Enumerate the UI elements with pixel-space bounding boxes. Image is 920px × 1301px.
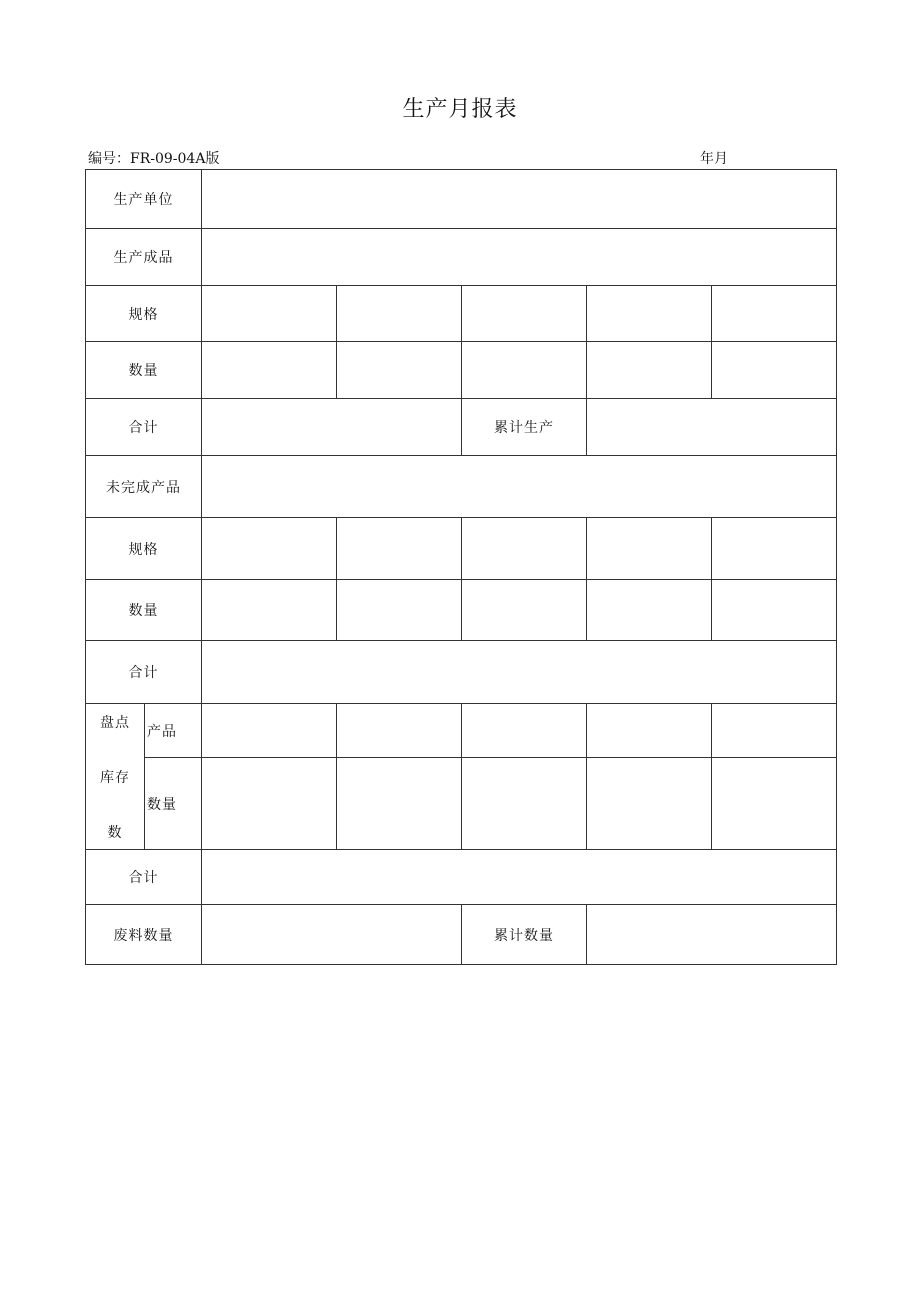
inventory-quantity-label: 数量 [145,758,202,850]
quantity-label: 数量 [86,342,202,399]
quantity-cell[interactable] [462,342,587,399]
table-row [86,286,837,342]
quantity-cell[interactable] [337,342,462,399]
scrap-quantity-label: 废料数量 [86,905,202,965]
spec-cell[interactable] [202,286,337,342]
inventory-count-label [86,704,145,850]
production-unit-label: 生产单位 [86,170,202,229]
spec-cell[interactable] [712,518,837,580]
table-row [86,399,837,456]
inventory-quantity-cell[interactable] [202,758,337,850]
inventory-quantity-cell[interactable] [337,758,462,850]
cumulative-production-field[interactable] [587,399,837,456]
spec-cell[interactable] [202,518,337,580]
cumulative-production-label: 累计生产 [462,399,587,456]
table-row [86,342,837,399]
total-field[interactable] [202,850,837,905]
spec-cell[interactable] [712,286,837,342]
table-row [86,641,837,704]
spec-label: 规格 [86,286,202,342]
table-row [86,170,837,229]
total-label: 合计 [86,641,202,704]
quantity-cell[interactable] [587,342,712,399]
page-title: 生产月报表 [402,97,518,122]
spec-cell[interactable] [337,286,462,342]
total-field[interactable] [202,641,837,704]
spec-cell[interactable] [587,286,712,342]
inventory-product-cell[interactable] [337,704,462,758]
finished-product-label: 生产成品 [86,229,202,286]
table-row [86,518,837,580]
inventory-product-cell[interactable] [462,704,587,758]
quantity-cell[interactable] [462,580,587,641]
table-row [86,456,837,518]
inventory-product-label: 产品 [145,704,202,758]
total-field[interactable] [202,399,462,456]
production-unit-field[interactable] [202,170,837,229]
unfinished-product-label: 未完成产品 [86,456,202,518]
table-row [86,758,837,850]
spec-cell[interactable] [587,518,712,580]
quantity-cell[interactable] [202,342,337,399]
form-code: 编号：FR-09-04A版 [88,151,220,167]
spec-cell[interactable] [462,518,587,580]
table-row [86,850,837,905]
inventory-quantity-cell[interactable] [462,758,587,850]
inventory-product-cell[interactable] [202,704,337,758]
quantity-cell[interactable] [202,580,337,641]
scrap-quantity-field[interactable] [202,905,462,965]
inventory-product-cell[interactable] [712,704,837,758]
quantity-cell[interactable] [337,580,462,641]
total-label: 合计 [86,399,202,456]
quantity-cell[interactable] [712,342,837,399]
table-row [86,580,837,641]
spec-cell[interactable] [337,518,462,580]
spec-cell[interactable] [462,286,587,342]
finished-product-field[interactable] [202,229,837,286]
unfinished-product-field[interactable] [202,456,837,518]
table-row [86,704,837,758]
table-row [86,905,837,965]
quantity-label: 数量 [86,580,202,641]
quantity-cell[interactable] [587,580,712,641]
monthly-report-table [85,169,837,965]
year-month-label: 年月 [700,151,728,167]
inventory-quantity-cell[interactable] [712,758,837,850]
total-label: 合计 [86,850,202,905]
inventory-quantity-cell[interactable] [587,758,712,850]
cumulative-quantity-field[interactable] [587,905,837,965]
spec-label: 规格 [86,518,202,580]
table-row [86,229,837,286]
quantity-cell[interactable] [712,580,837,641]
inventory-product-cell[interactable] [587,704,712,758]
inventory-label-line: 盘点 [100,714,130,731]
inventory-label-line: 库存 [100,769,130,786]
cumulative-quantity-label: 累计数量 [462,905,587,965]
inventory-label-line: 数 [107,824,123,841]
